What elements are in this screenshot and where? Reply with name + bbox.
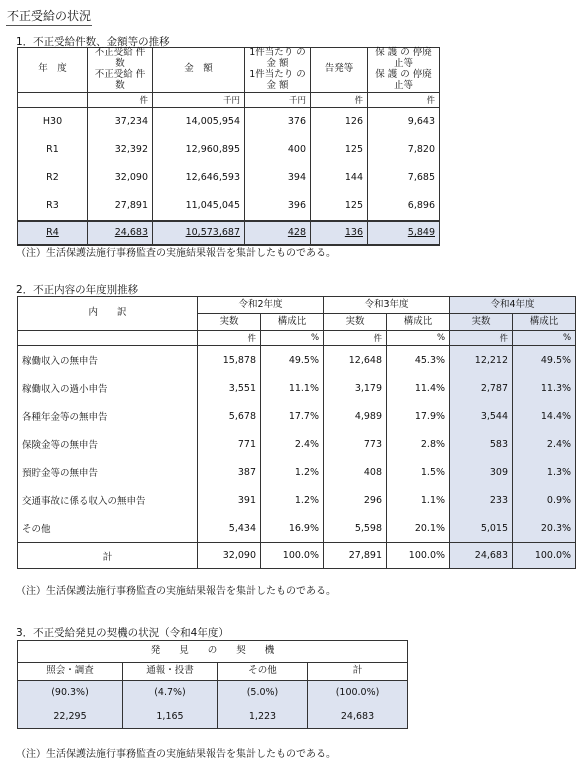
year-header-r4: 令和4年度 bbox=[450, 297, 576, 314]
channel-ratio: (5.0%) bbox=[218, 681, 308, 705]
subheader-ratio: 構成比 bbox=[261, 314, 324, 331]
value-cell: 24,683 bbox=[88, 221, 153, 245]
category-cell: 稼働収入の無申告 bbox=[18, 346, 198, 375]
category-cell: 保険金等の無申告 bbox=[18, 430, 198, 458]
value-cell: 126 bbox=[311, 107, 368, 136]
channel-count: 1,223 bbox=[218, 705, 308, 729]
year-cell: R2 bbox=[18, 164, 88, 192]
value-cell: 1.1% bbox=[387, 486, 450, 514]
table-row bbox=[18, 681, 408, 705]
section1-heading: 1．不正受給件数、金額等の推移 bbox=[16, 36, 170, 48]
discovery-title: 発 見 の 契 機 bbox=[18, 641, 408, 663]
unit-cell: 件 bbox=[311, 92, 368, 107]
value-cell: 17.7% bbox=[261, 402, 324, 430]
value-cell: 136 bbox=[311, 221, 368, 245]
table-row bbox=[18, 107, 440, 136]
value-cell: 12,212 bbox=[450, 346, 513, 375]
value-cell: 773 bbox=[324, 430, 387, 458]
channel-count: 22,295 bbox=[18, 705, 123, 729]
value-cell: 49.5% bbox=[513, 346, 576, 375]
table-row bbox=[18, 458, 576, 486]
value-cell: 4,989 bbox=[324, 402, 387, 430]
value-cell: 12,646,593 bbox=[153, 164, 245, 192]
table-row bbox=[18, 663, 408, 681]
channel-header: 通報・投書 bbox=[123, 663, 218, 681]
value-cell: 5,015 bbox=[450, 514, 513, 543]
header-line: 1件当たり の 金 額 bbox=[249, 68, 306, 91]
value-cell: 20.3% bbox=[513, 514, 576, 543]
subheader-ratio: 構成比 bbox=[513, 314, 576, 331]
value-cell: 10,573,687 bbox=[153, 221, 245, 245]
value-cell: 0.9% bbox=[513, 486, 576, 514]
value-cell: 1.2% bbox=[261, 458, 324, 486]
value-cell: 2.4% bbox=[261, 430, 324, 458]
total-value: 100.0% bbox=[513, 543, 576, 569]
header-line: 1件当たり の 金 額 bbox=[249, 47, 306, 69]
value-cell: 3,179 bbox=[324, 374, 387, 402]
value-cell: 296 bbox=[324, 486, 387, 514]
value-cell: 49.5% bbox=[261, 346, 324, 375]
value-cell: 396 bbox=[245, 192, 311, 221]
table-row bbox=[18, 164, 440, 192]
fraud-trend-table bbox=[17, 47, 440, 246]
table-row bbox=[18, 430, 576, 458]
total-value: 32,090 bbox=[198, 543, 261, 569]
value-cell: 2.8% bbox=[387, 430, 450, 458]
value-cell: 771 bbox=[198, 430, 261, 458]
year-header-r2: 令和2年度 bbox=[198, 297, 324, 314]
channel-count: 24,683 bbox=[308, 705, 408, 729]
value-cell: 376 bbox=[245, 107, 311, 136]
table-row bbox=[18, 402, 576, 430]
subheader-ratio: 構成比 bbox=[387, 314, 450, 331]
category-cell: その他 bbox=[18, 514, 198, 543]
value-cell: 11.4% bbox=[387, 374, 450, 402]
value-cell: 7,820 bbox=[368, 136, 440, 164]
fraud-content-table bbox=[17, 296, 576, 569]
value-cell: 1.3% bbox=[513, 458, 576, 486]
value-cell: 144 bbox=[311, 164, 368, 192]
channel-ratio: (100.0%) bbox=[308, 681, 408, 705]
table-row bbox=[18, 374, 576, 402]
unit-cell: 千円 bbox=[245, 92, 311, 107]
value-cell: 15,878 bbox=[198, 346, 261, 375]
value-cell: 125 bbox=[311, 192, 368, 221]
value-cell: 11,045,045 bbox=[153, 192, 245, 221]
value-cell: 3,544 bbox=[450, 402, 513, 430]
value-cell: 1.2% bbox=[261, 486, 324, 514]
unit-cell bbox=[18, 331, 198, 346]
unit-cell: % bbox=[387, 331, 450, 346]
value-cell: 37,234 bbox=[88, 107, 153, 136]
unit-cell: 件 bbox=[324, 331, 387, 346]
value-cell: 309 bbox=[450, 458, 513, 486]
value-cell: 5,678 bbox=[198, 402, 261, 430]
channel-header: 計 bbox=[308, 663, 408, 681]
header-line: 保 護 の 停廃止等 bbox=[375, 68, 432, 91]
page-title: 不正受給の状況 bbox=[6, 7, 92, 26]
unit-cell: 千円 bbox=[153, 92, 245, 107]
table-row bbox=[18, 514, 576, 543]
value-cell: 408 bbox=[324, 458, 387, 486]
value-cell: 125 bbox=[311, 136, 368, 164]
value-cell: 400 bbox=[245, 136, 311, 164]
value-cell: 16.9% bbox=[261, 514, 324, 543]
channel-count: 1,165 bbox=[123, 705, 218, 729]
table-row bbox=[18, 346, 576, 375]
unit-cell: % bbox=[261, 331, 324, 346]
total-row bbox=[18, 543, 576, 569]
value-cell: 45.3% bbox=[387, 346, 450, 375]
year-cell: R1 bbox=[18, 136, 88, 164]
col-header-cases bbox=[88, 48, 153, 93]
total-label: 計 bbox=[18, 543, 198, 569]
channel-ratio: (90.3%) bbox=[18, 681, 123, 705]
col-header-amount bbox=[153, 48, 245, 93]
subheader-count: 実数 bbox=[324, 314, 387, 331]
header-line: 金 額 bbox=[184, 63, 213, 75]
col-header-year bbox=[18, 48, 88, 93]
channel-header: 照会・調査 bbox=[18, 663, 123, 681]
value-cell: 5,598 bbox=[324, 514, 387, 543]
value-cell: 2,787 bbox=[450, 374, 513, 402]
total-value: 100.0% bbox=[261, 543, 324, 569]
table-row bbox=[18, 136, 440, 164]
section3-heading: 3．不正受給発見の契機の状況（令和4年度） bbox=[16, 627, 229, 639]
value-cell: 11.3% bbox=[513, 374, 576, 402]
channel-ratio: (4.7%) bbox=[123, 681, 218, 705]
category-cell: 各種年金等の無申告 bbox=[18, 402, 198, 430]
value-cell: 428 bbox=[245, 221, 311, 245]
note-3: （注）生活保護法施行事務監査の実施結果報告を集計したものである。 bbox=[16, 749, 336, 760]
value-cell: 5,849 bbox=[368, 221, 440, 245]
value-cell: 387 bbox=[198, 458, 261, 486]
col-header-accusation bbox=[311, 48, 368, 93]
table-row bbox=[18, 192, 440, 221]
value-cell: 11.1% bbox=[261, 374, 324, 402]
value-cell: 1.5% bbox=[387, 458, 450, 486]
value-cell: 32,392 bbox=[88, 136, 153, 164]
value-cell: 5,434 bbox=[198, 514, 261, 543]
table-row bbox=[18, 221, 440, 245]
subheader-count: 実数 bbox=[450, 314, 513, 331]
year-cell: H30 bbox=[18, 107, 88, 136]
value-cell: 583 bbox=[450, 430, 513, 458]
note-1: （注）生活保護法施行事務監査の実施結果報告を集計したものである。 bbox=[16, 248, 336, 259]
value-cell: 394 bbox=[245, 164, 311, 192]
discovery-table bbox=[17, 640, 408, 729]
value-cell: 2.4% bbox=[513, 430, 576, 458]
unit-cell: 件 bbox=[368, 92, 440, 107]
section2-heading: 2．不正内容の年度別推移 bbox=[16, 284, 139, 296]
header-line: 年 度 bbox=[38, 63, 67, 75]
unit-cell bbox=[18, 92, 88, 107]
header-line: 保 護 の 停廃止等 bbox=[375, 47, 432, 69]
col-header-suspension bbox=[368, 48, 440, 93]
total-value: 27,891 bbox=[324, 543, 387, 569]
unit-cell: 件 bbox=[198, 331, 261, 346]
value-cell: 7,685 bbox=[368, 164, 440, 192]
total-value: 24,683 bbox=[450, 543, 513, 569]
channel-header: その他 bbox=[218, 663, 308, 681]
header-line: 不正受給 件 数 bbox=[94, 47, 155, 69]
header-line: 不正受給 件 数 bbox=[94, 68, 155, 91]
year-cell: R3 bbox=[18, 192, 88, 221]
unit-cell: 件 bbox=[88, 92, 153, 107]
row-header: 内 訳 bbox=[18, 297, 198, 331]
category-cell: 交通事故に係る収入の無申告 bbox=[18, 486, 198, 514]
value-cell: 12,648 bbox=[324, 346, 387, 375]
value-cell: 27,891 bbox=[88, 192, 153, 221]
note-2: （注）生活保護法施行事務監査の実施結果報告を集計したものである。 bbox=[16, 586, 336, 597]
header-line: 告発等 bbox=[324, 63, 354, 75]
year-cell: R4 bbox=[18, 221, 88, 245]
value-cell: 6,896 bbox=[368, 192, 440, 221]
value-cell: 14,005,954 bbox=[153, 107, 245, 136]
value-cell: 233 bbox=[450, 486, 513, 514]
year-header-r3: 令和3年度 bbox=[324, 297, 450, 314]
value-cell: 17.9% bbox=[387, 402, 450, 430]
unit-cell: 件 bbox=[450, 331, 513, 346]
value-cell: 20.1% bbox=[387, 514, 450, 543]
subheader-count: 実数 bbox=[198, 314, 261, 331]
unit-cell: % bbox=[513, 331, 576, 346]
category-cell: 預貯金等の無申告 bbox=[18, 458, 198, 486]
table-row bbox=[18, 486, 576, 514]
value-cell: 391 bbox=[198, 486, 261, 514]
value-cell: 9,643 bbox=[368, 107, 440, 136]
col-header-per-case bbox=[245, 48, 311, 93]
value-cell: 14.4% bbox=[513, 402, 576, 430]
value-cell: 32,090 bbox=[88, 164, 153, 192]
table-row bbox=[18, 705, 408, 729]
value-cell: 12,960,895 bbox=[153, 136, 245, 164]
category-cell: 稼働収入の過小申告 bbox=[18, 374, 198, 402]
total-value: 100.0% bbox=[387, 543, 450, 569]
value-cell: 3,551 bbox=[198, 374, 261, 402]
